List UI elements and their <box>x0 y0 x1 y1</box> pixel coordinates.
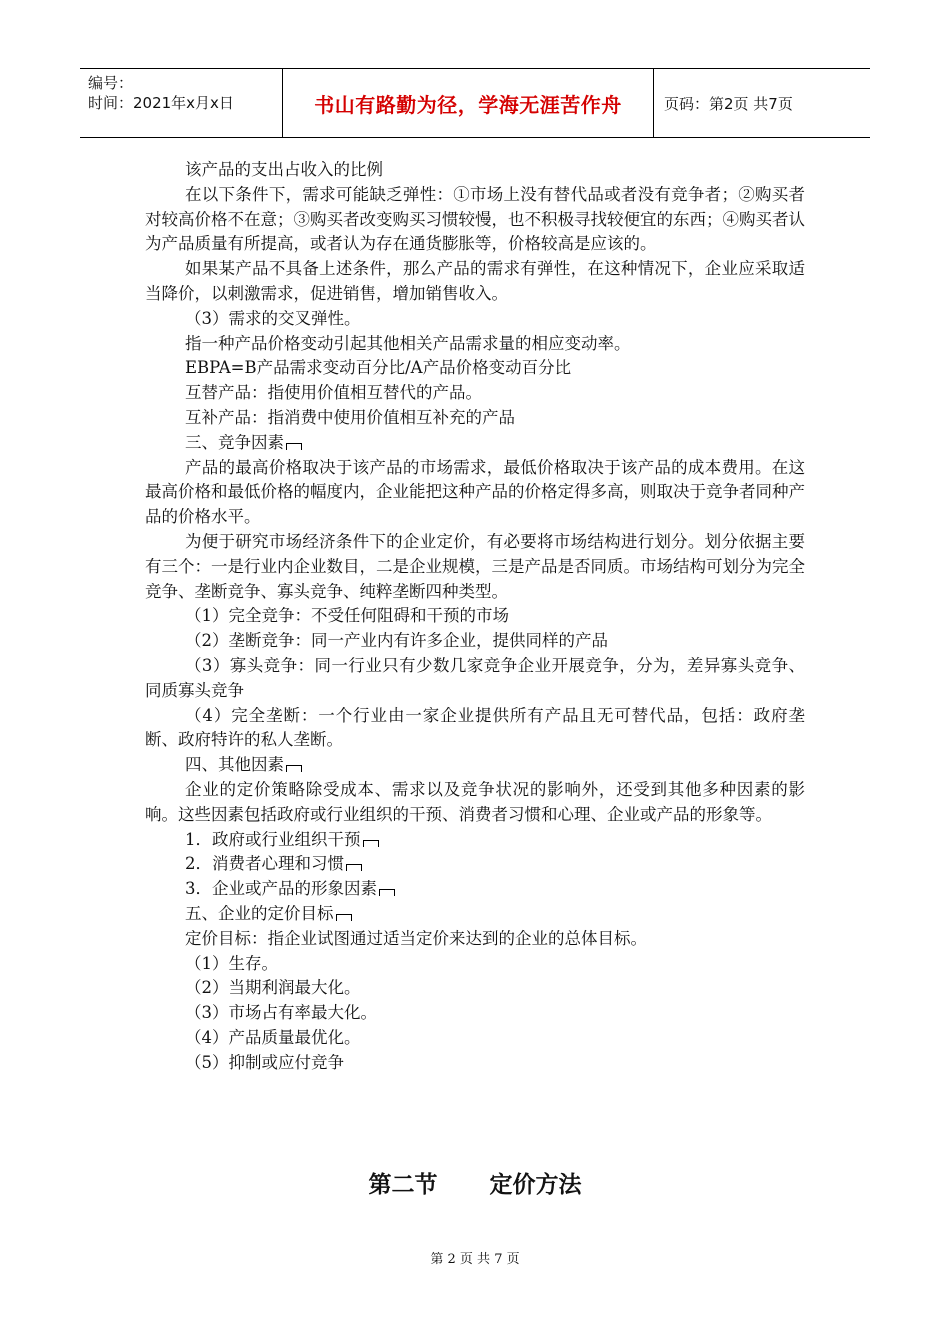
header-page-info: 页码：第2页 共7页 <box>664 94 793 113</box>
paragraph <box>145 753 805 778</box>
paragraph <box>145 1051 805 1076</box>
paragraph <box>145 852 805 877</box>
section-heading <box>0 1166 950 1199</box>
paragraph <box>145 530 805 604</box>
paragraph <box>145 406 805 431</box>
paragraph <box>145 704 805 754</box>
paragraph-text: （5）抑制或应付竞争 <box>185 1052 344 1072</box>
paragraph <box>145 902 805 927</box>
paragraph <box>145 381 805 406</box>
paragraph <box>145 629 805 654</box>
paragraph-text: 如果某产品不具备上述条件，那么产品的需求有弹性，在这种情况下，企业应采取适当降价，以刺激需求，促进销售，增加销售收入。 <box>145 259 805 303</box>
serial-label: 编号： <box>88 74 134 92</box>
paragraph-text: 该产品的支出占收入的比例 <box>185 160 383 179</box>
paragraph-text: 定价目标：指企业试图通过适当定价来达到的企业的总体目标。 <box>185 928 647 948</box>
paragraph-text: 产品的最高价格取决于该产品的市场需求，最低价格取决于该产品的成本费用。在这最高价格和最低价格的幅度内，企业能把这种产品的价格定得多高，则取决于竞争者同种产品的价格水平。 <box>145 457 805 527</box>
paragraph <box>145 356 805 381</box>
section-title: 定价方法 <box>489 1172 582 1198</box>
paragraph <box>145 257 805 307</box>
paragraph <box>145 183 805 257</box>
bracket-mark-icon <box>286 765 302 772</box>
paragraph-text: （1）完全竞争：不受任何阻碍和干预的市场 <box>185 606 509 626</box>
time-label: 时间：2021年x月x日 <box>88 94 234 112</box>
bracket-mark-icon <box>286 443 302 450</box>
paragraph-text: （4）产品质量最优化。 <box>185 1027 361 1047</box>
paragraph-text: 3．企业或产品的形象因素 <box>185 879 377 899</box>
paragraph-text: 四、其他因素 <box>185 755 284 775</box>
paragraph <box>145 654 805 704</box>
section-number: 第二节 <box>368 1172 438 1198</box>
paragraph <box>145 332 805 357</box>
paragraph-text: 为便于研究市场经济条件下的企业定价，有必要将市场结构进行划分。划分依据主要有三个：一是行业内企业数目，二是企业规模，三是产品是否同质。市场结构可划分为完全竞争、垄断竞争、寡头竞争、纯粹垄断四种类型。 <box>145 531 805 601</box>
paragraph-text: 互补产品：指消费中使用价值相互补充的产品 <box>185 407 515 427</box>
paragraph <box>145 431 805 456</box>
header-meta <box>80 69 283 137</box>
paragraph-text: （2）垄断竞争：同一产业内有许多企业，提供同样的产品 <box>185 631 608 651</box>
paragraph-text: （3）需求的交叉弹性。 <box>185 308 361 328</box>
paragraph <box>145 604 805 629</box>
bracket-mark-icon <box>346 864 362 871</box>
paragraph <box>145 927 805 952</box>
paragraph <box>145 158 805 183</box>
bracket-mark-icon <box>379 889 395 896</box>
paragraph <box>145 307 805 332</box>
paragraph-text: （2）当期利润最大化。 <box>185 978 361 998</box>
paragraph <box>145 456 805 530</box>
paragraph <box>145 1026 805 1051</box>
paragraph-text: 1．政府或行业组织干预 <box>185 829 361 849</box>
header-motto: 书山有路勤为径，学海无涯苦作舟 <box>283 69 654 137</box>
paragraph-text: （3）寡头竞争：同一行业只有少数几家竞争企业开展竞争，分为，差异寡头竞争、同质寡头竞争 <box>145 655 805 700</box>
header-table <box>80 68 870 138</box>
document-body <box>145 158 805 1075</box>
bracket-mark-icon <box>363 840 379 847</box>
paragraph <box>145 778 805 828</box>
paragraph-text: 2．消费者心理和习惯 <box>185 854 344 874</box>
paragraph-text: （4）完全垄断：一个行业由一家企业提供所有产品且无可替代品，包括：政府垄断、政府特许的私人垄断。 <box>145 705 805 750</box>
paragraph-text: 指一种产品价格变动引起其他相关产品需求量的相应变动率。 <box>185 333 631 353</box>
paragraph <box>145 877 805 902</box>
paragraph <box>145 952 805 977</box>
bracket-mark-icon <box>336 914 352 921</box>
paragraph-text: 互替产品：指使用价值相互替代的产品。 <box>185 383 482 403</box>
paragraph <box>145 1001 805 1026</box>
paragraph <box>145 828 805 853</box>
paragraph-text: 三、竞争因素 <box>185 432 284 452</box>
paragraph-text: EBPA=B产品需求变动百分比/A产品价格变动百分比 <box>185 358 572 378</box>
paragraph-text: 五、企业的定价目标 <box>185 903 334 923</box>
paragraph-text: 在以下条件下，需求可能缺乏弹性：①市场上没有替代品或者没有竞争者；②购买者对较高价格不在意；③购买者改变购买习惯较慢，也不积极寻找较便宜的东西；④购买者认为产品质量有所提高，或者认为存在通货膨胀等，价格较高是应该的。 <box>145 184 805 254</box>
paragraph <box>145 976 805 1001</box>
paragraph-text: 企业的定价策略除受成本、需求以及竞争状况的影响外，还受到其他多种因素的影响。这些因素包括政府或行业组织的干预、消费者习惯和心理、企业或产品的形象等。 <box>145 779 805 824</box>
paragraph-text: （3）市场占有率最大化。 <box>185 1003 377 1023</box>
page-footer: 第 2 页 共 7 页 <box>430 1252 520 1267</box>
paragraph-text: （1）生存。 <box>185 953 278 973</box>
